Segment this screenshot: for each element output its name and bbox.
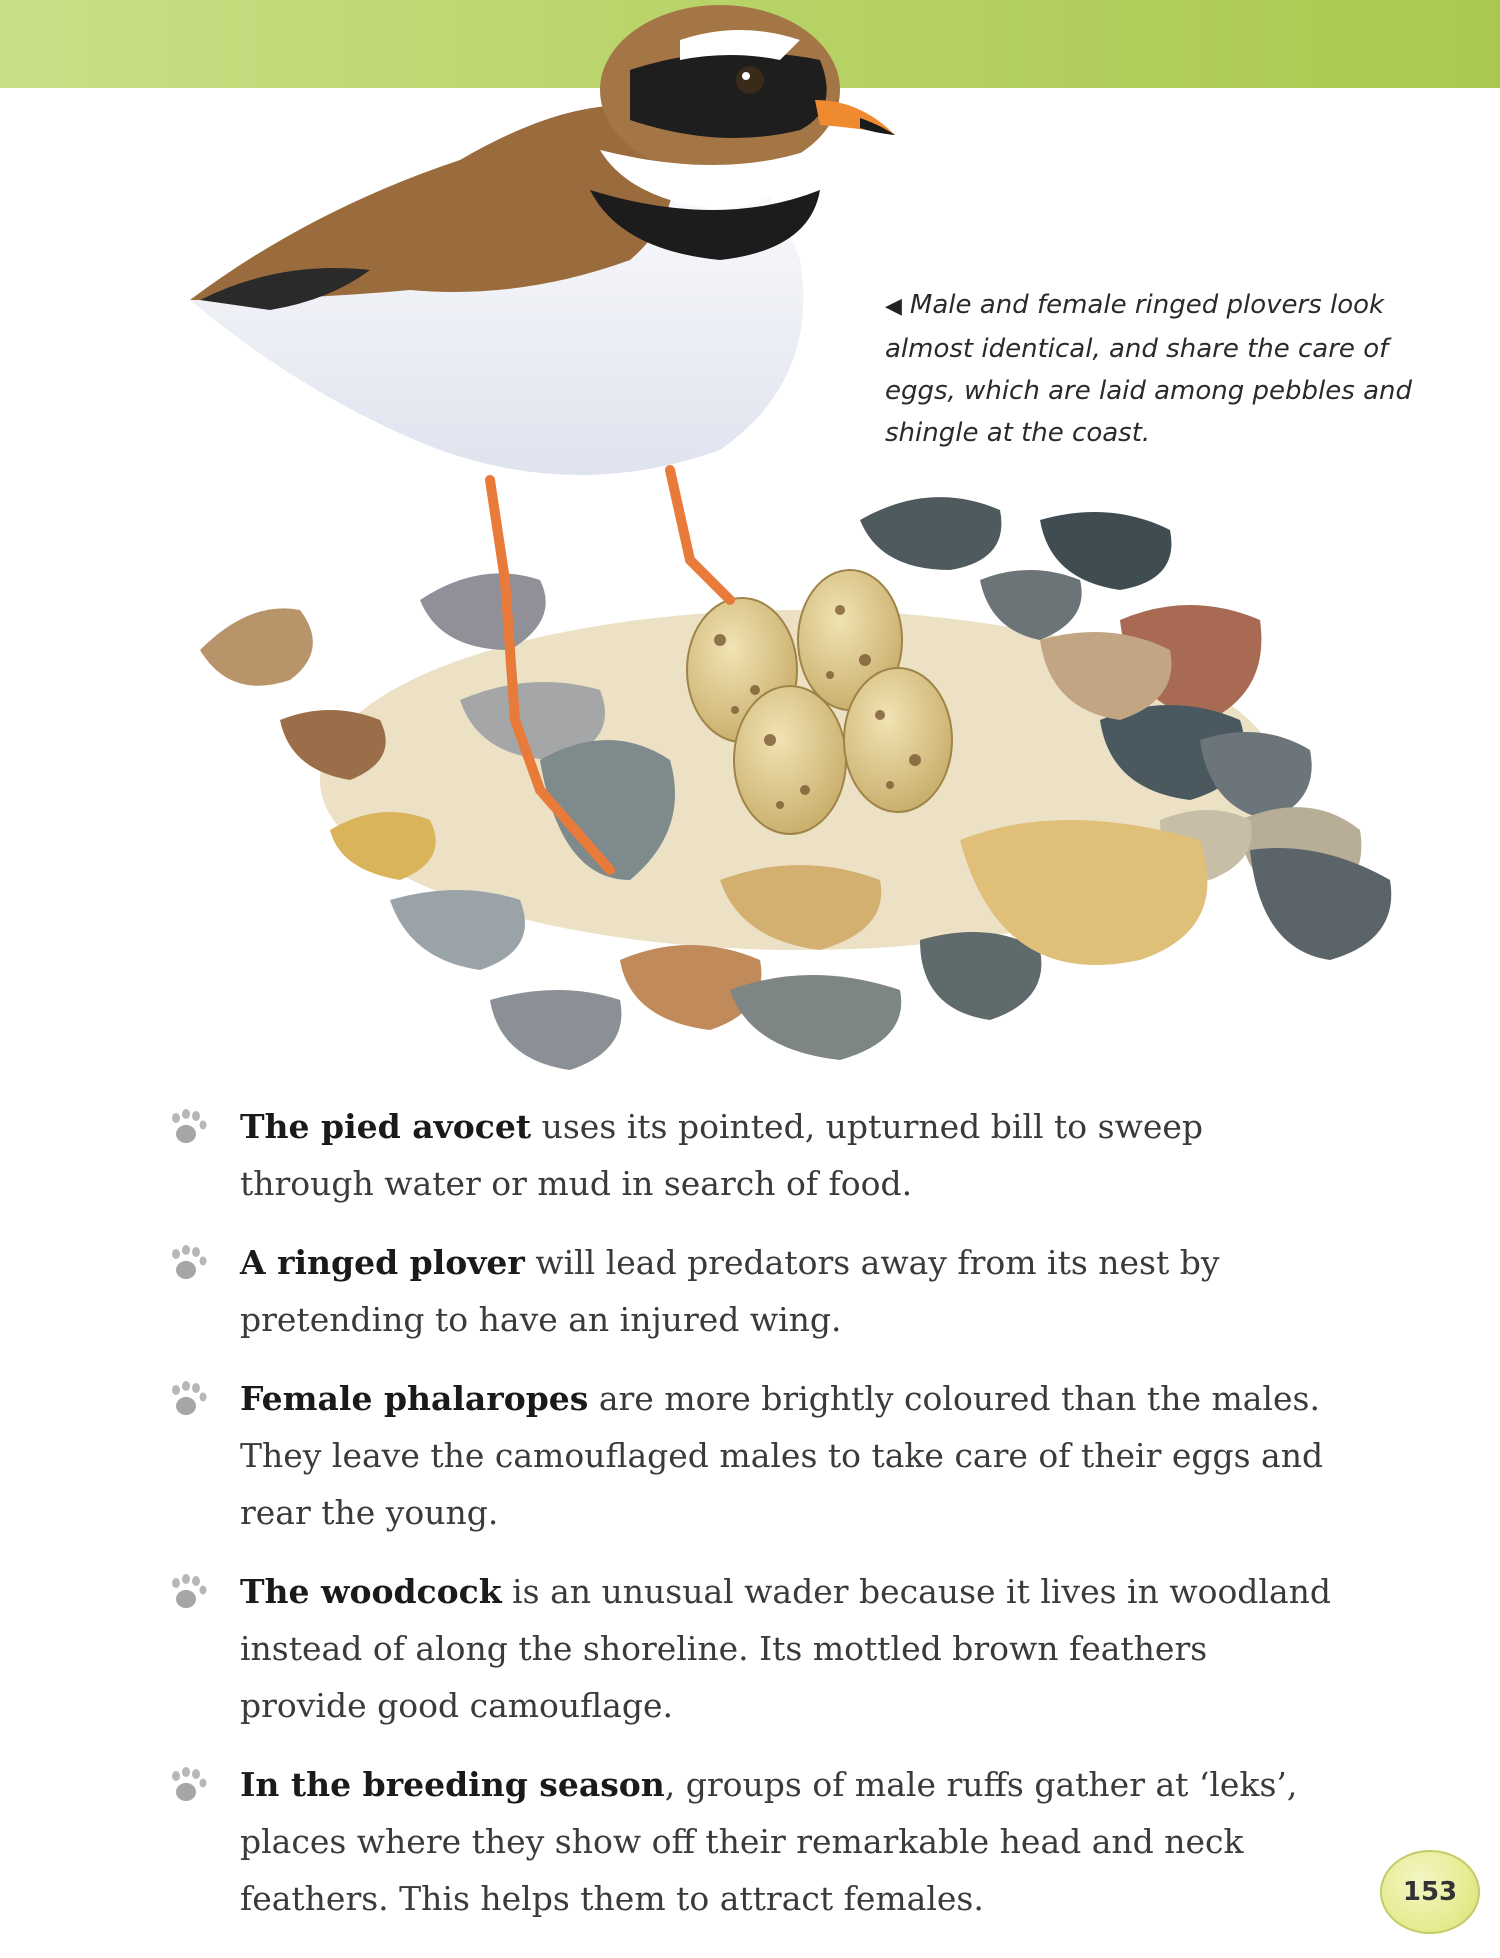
paw-print-icon bbox=[166, 1573, 210, 1613]
fact-keyword: Female phalaropes bbox=[240, 1379, 589, 1418]
fact-text: will lead predators away from its nest by pretending to have an injured wing. bbox=[240, 1243, 1220, 1339]
fact-keyword: A ringed plover bbox=[240, 1243, 525, 1282]
page-number-badge: 153 bbox=[1380, 1850, 1480, 1934]
fact-text: is an unusual wader because it lives in woodland instead of along the shoreline. Its mottled brown feathers provide good camouflage. bbox=[240, 1572, 1332, 1725]
fact-list bbox=[160, 1098, 1340, 1949]
list-item bbox=[160, 1563, 1340, 1734]
list-item bbox=[160, 1098, 1340, 1212]
list-item bbox=[160, 1756, 1340, 1927]
fact-keyword: In the breeding season bbox=[240, 1765, 665, 1804]
fact-text: are more brightly coloured than the males. They leave the camouflaged males to take care of their eggs and rear the young. bbox=[240, 1379, 1324, 1532]
left-triangle-icon: ◀ bbox=[885, 294, 902, 319]
fact-keyword: The woodcock bbox=[240, 1572, 502, 1611]
ringed-plover-nest-illustration bbox=[160, 0, 1420, 1110]
caption-text: Male and female ringed plovers look almost identical, and share the care of eggs, which are laid among pebbles and shingle at the coast. bbox=[885, 290, 1412, 448]
illustration-caption bbox=[885, 284, 1445, 454]
list-item bbox=[160, 1370, 1340, 1541]
fact-text: uses its pointed, upturned bill to sweep through water or mud in search of food. bbox=[240, 1107, 1204, 1203]
paw-print-icon bbox=[166, 1766, 210, 1806]
fact-text: , groups of male ruffs gather at ‘leks’, places where they show off their remarkable head and neck feathers. This helps them to attract females. bbox=[240, 1765, 1298, 1918]
paw-print-icon bbox=[166, 1380, 210, 1420]
paw-print-icon bbox=[166, 1244, 210, 1284]
list-item bbox=[160, 1234, 1340, 1348]
ringed-plover-bird bbox=[190, 5, 895, 475]
fact-keyword: The pied avocet bbox=[240, 1107, 532, 1146]
paw-print-icon bbox=[166, 1108, 210, 1148]
